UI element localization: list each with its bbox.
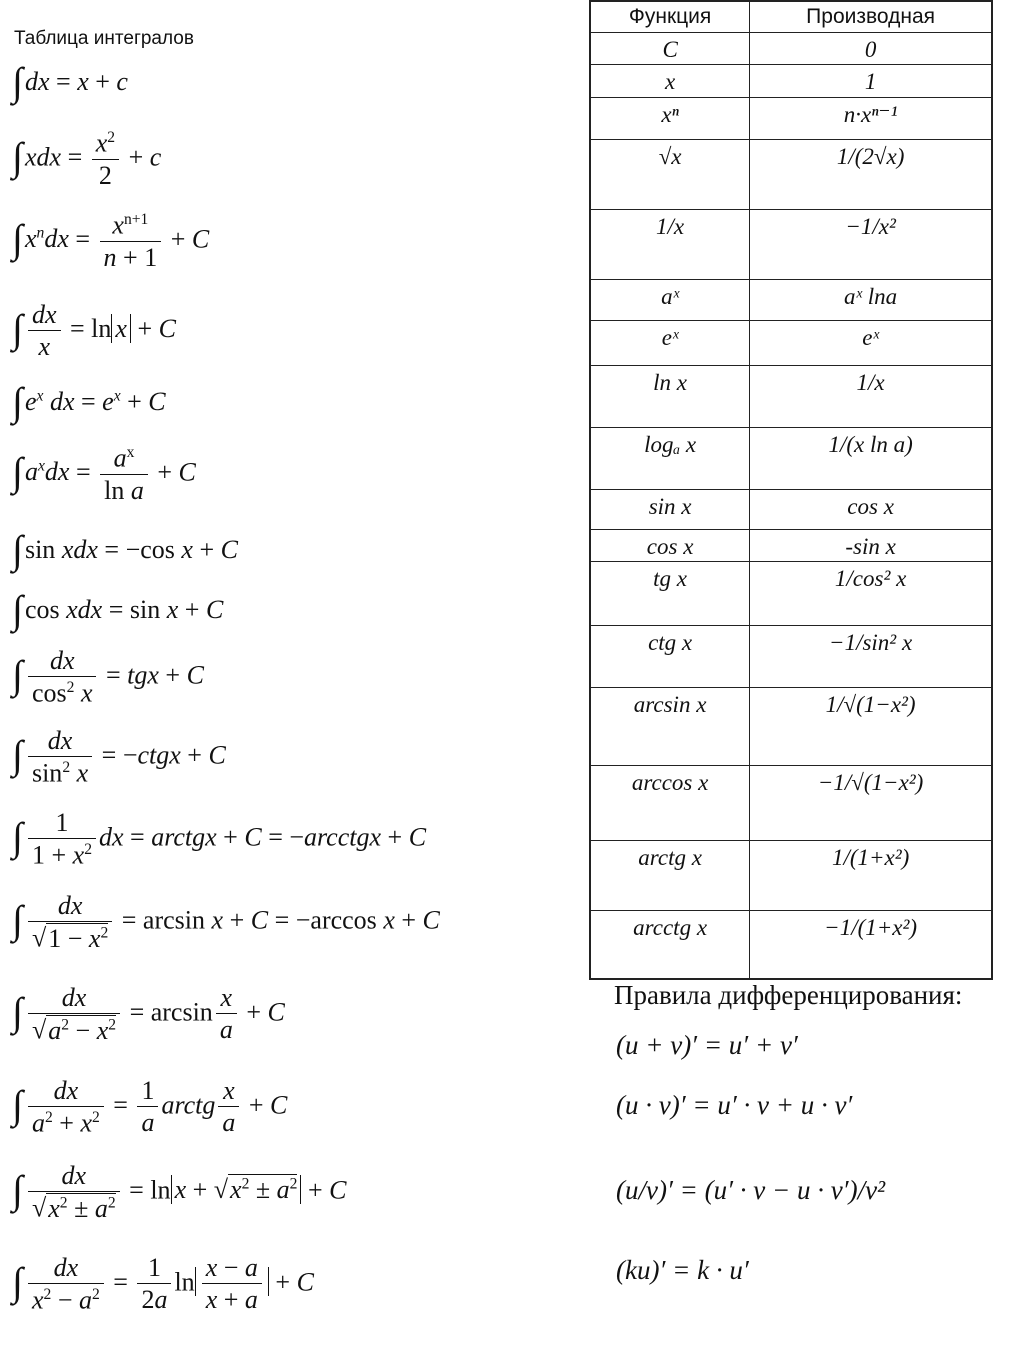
integral-formula: ∫ $\frac{dx}{a^2 + x^2}$ = $\frac{1}{a}$ arctg $\frac{x}{a}$ + C: [12, 1076, 288, 1138]
table-row: [590, 33, 992, 65]
function-cell: arcsin x: [590, 688, 750, 766]
function-cell: arccos x: [590, 766, 750, 841]
integral-formula: ∫ $\frac{dx}{x}$ = ln x + C: [12, 300, 176, 361]
table-row: [590, 626, 992, 688]
integral-formula: ∫ $\frac{dx}{√a^2 - x^2}$ = arcsin $\frac{x}{a}$ + C: [12, 983, 285, 1045]
integral-formula: ∫ $\frac{dx}{√x^2 \pm a^2}$ = $\ln x + √x^2 \pm a^2 + C$: [12, 1161, 347, 1223]
function-cell: ctg x: [590, 626, 750, 688]
table-row: [590, 766, 992, 841]
function-cell: C: [590, 33, 750, 65]
integral-formula: $\int a^xdx$ = $\frac{a^x}{\text{ln a}}$ + C: [12, 443, 196, 505]
function-cell: xⁿ: [590, 98, 750, 140]
derivative-cell: eˣ: [750, 321, 992, 366]
differentiation-rule: (ku)′ = k · u′: [616, 1255, 749, 1285]
function-cell: tg x: [590, 562, 750, 626]
integral-formula: ∫ $\frac{1}{1 + x^2}$ dx = arctgx + C = −arcctgx + C: [12, 808, 427, 870]
derivative-cell: −1/√(1−x²): [750, 766, 992, 841]
integrals-table-title: Таблица интегралов: [14, 28, 194, 49]
column-header-derivative: Производная: [750, 1, 992, 33]
differentiation-rules-title: Правила дифференцирования:: [614, 980, 963, 1010]
table-row: [590, 98, 992, 140]
derivative-cell: −1/(1+x²): [750, 911, 992, 979]
derivative-cell: 1/√(1−x²): [750, 688, 992, 766]
column-header-function: Функция: [590, 1, 750, 33]
table-row: [590, 366, 992, 428]
integral-formula: $\int e^x$ dx = $e^x + C$: [12, 379, 166, 424]
differentiation-rule: (u/v)′ = (u′ · v − u · v′)/v²: [616, 1175, 886, 1205]
table-header-row: [590, 1, 992, 33]
table-row: [590, 140, 992, 210]
derivatives-table: [589, 0, 993, 980]
derivative-cell: 1/cos² x: [750, 562, 992, 626]
integral-formula: ∫xdx = $\frac{x^2}{2}$ + c: [12, 128, 162, 190]
derivative-cell: 1/(1+x²): [750, 841, 992, 911]
integral-formula: ∫ $\frac{dx}{\cos^2 x}$ = tgx + C: [12, 646, 204, 708]
derivative-cell: 1/(x ln a): [750, 428, 992, 490]
derivative-cell: −1/x²: [750, 210, 992, 280]
table-row: [590, 911, 992, 979]
integral-formula: $\int x^ndx$ = $\frac{x^{n+1}}{n + 1}$ + C: [12, 210, 210, 272]
derivative-cell: aˣ lna: [750, 280, 992, 321]
table-row: [590, 280, 992, 321]
function-cell: arctg x: [590, 841, 750, 911]
table-row: [590, 321, 992, 366]
table-row: [590, 210, 992, 280]
integral-formula: ∫ $\frac{dx}{x^2 - a^2}$ = $\frac{1}{2a}$ ln $\frac{x - a}{x + a}$ + C: [12, 1253, 314, 1315]
function-cell: 1/x: [590, 210, 750, 280]
integral-formula: ∫dx = x + c: [12, 59, 128, 104]
differentiation-rule: (u + v)′ = u′ + v′: [616, 1030, 798, 1060]
function-cell: aˣ: [590, 280, 750, 321]
derivative-cell: 1/x: [750, 366, 992, 428]
table-row: [590, 841, 992, 911]
integral-formula: ∫ $\frac{dx}{\sin^2 x}$ = −ctgx + C: [12, 726, 226, 788]
function-cell: √x: [590, 140, 750, 210]
function-cell: ln x: [590, 366, 750, 428]
function-cell: sin x: [590, 490, 750, 530]
derivative-cell: -sin x: [750, 530, 992, 562]
differentiation-rule: (u · v)′ = u′ · v + u · v′: [616, 1090, 853, 1120]
table-row: [590, 562, 992, 626]
derivative-cell: 1: [750, 65, 992, 98]
function-cell: arcctg x: [590, 911, 750, 979]
table-row: [590, 65, 992, 98]
table-row: [590, 428, 992, 490]
integral-formula: ∫ $\frac{dx}{√1 - x^2}$ = arcsin x + C = −arccos x + C: [12, 891, 440, 953]
derivative-cell: −1/sin² x: [750, 626, 992, 688]
function-cell: cos x: [590, 530, 750, 562]
derivative-cell: 1/(2√x): [750, 140, 992, 210]
integral-formula: ∫cos xdx = sin x + C: [12, 587, 224, 632]
table-row: [590, 688, 992, 766]
derivative-cell: cos x: [750, 490, 992, 530]
integral-formula: ∫sin xdx = −cos x + C: [12, 527, 238, 572]
function-cell: logₐ x: [590, 428, 750, 490]
function-cell: eˣ: [590, 321, 750, 366]
derivative-cell: 0: [750, 33, 992, 65]
table-row: [590, 490, 992, 530]
table-row: [590, 530, 992, 562]
derivative-cell: n·xⁿ⁻¹: [750, 98, 992, 140]
function-cell: x: [590, 65, 750, 98]
